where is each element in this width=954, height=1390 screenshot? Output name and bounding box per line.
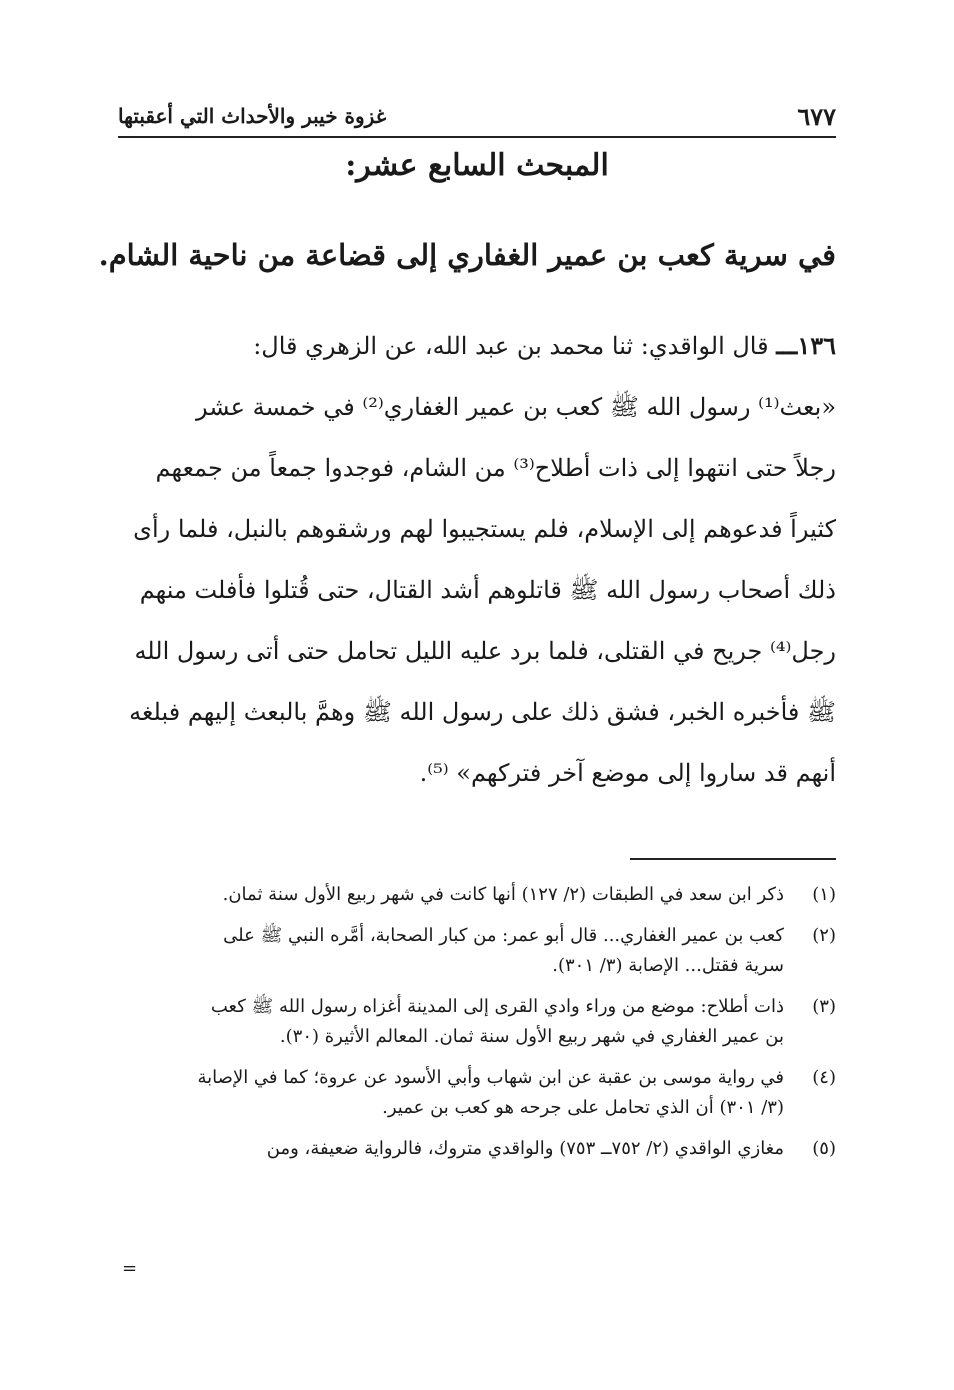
footnote-line: سرية فقتل... الإصابة (٣/ ٣٠١). — [552, 955, 784, 976]
body-line: أنهم قد ساروا إلى موضع آخر فتركهم» ⁽⁵⁾. — [419, 759, 836, 787]
body-line: ذلك أصحاب رسول الله ﷺ قاتلوهم أشد القتال، حتى قُتلوا فأفلت منهم — [139, 576, 836, 604]
page-number: ٦٧٧ — [797, 102, 836, 131]
footnote-line: ذكر ابن سعد في الطبقات (٢/ ١٢٧) أنها كانت في شهر ربيع الأول سنة ثمان. — [222, 884, 784, 905]
footnotes — [118, 880, 836, 1175]
footnote-number: (٣) — [812, 996, 836, 1017]
body-line: «بعث⁽¹⁾ رسول الله ﷺ كعب بن عمير الغفاري⁽²⁾ في خمسة عشر — [196, 393, 836, 421]
footnote — [118, 992, 836, 1052]
footnote-line: كعب بن عمير الغفاري... قال أبو عمر: من كبار الصحابة، أمَّره النبي ﷺ على — [223, 925, 784, 946]
chapter-title: المبحث السابع عشر: — [345, 148, 609, 183]
footnote-line: بن عمير الغفاري في شهر ربيع الأول سنة ثمان. المعالم الأثيرة (٣٠). — [279, 1026, 784, 1047]
page-header — [118, 102, 836, 138]
footnote — [118, 921, 836, 981]
footnote-line: ذات أطلاح: موضع من وراء وادي القرى إلى المدينة أغزاه رسول الله ﷺ كعب — [210, 996, 784, 1017]
body-line-text: قال الواقدي: ثنا محمد بن عبد الله، عن الزهري قال: — [253, 332, 769, 360]
body-line: رجلاً حتى انتهوا إلى ذات أطلاح⁽³⁾ من الشام، فوجدوا جمعاً من جمعهم — [155, 454, 836, 482]
main-text — [118, 326, 836, 814]
footnote-number: (٥) — [812, 1138, 836, 1159]
running-title: غزوة خيبر والأحداث التي أعقبتها — [118, 104, 387, 128]
footnote-line: في رواية موسى بن عقبة عن ابن شهاب وأبي الأسود عن عروة؛ كما في الإصابة — [197, 1067, 784, 1088]
footnote-line: مغازي الواقدي (٢/ ٧٥٢ــ ٧٥٣) والواقدي متروك، فالرواية ضعيفة، ومن — [266, 1138, 784, 1159]
footnote — [118, 880, 836, 910]
footnote-number: (٤) — [812, 1067, 836, 1088]
footnote-number: (٢) — [812, 925, 836, 946]
body-line — [118, 326, 836, 387]
footnote-number: (١) — [812, 884, 836, 905]
section-title: في سرية كعب بن عمير الغفاري إلى قضاعة من ناحية الشام. — [98, 238, 836, 272]
body-line: كثيراً فدعوهم إلى الإسلام، فلم يستجيبوا لهم ورشقوهم بالنبل، فلما رأى — [133, 515, 836, 543]
hadith-number: ١٣٦ـــ — [776, 331, 836, 360]
continuation-mark: = — [122, 1258, 138, 1279]
footnote — [118, 1063, 836, 1123]
footnote-line: (٣/ ٣٠١) أن الذي تحامل على جرحه هو كعب بن عمير. — [382, 1097, 784, 1118]
footnote-separator — [630, 858, 836, 860]
footnote — [118, 1134, 836, 1164]
body-line: ﷺ فأخبره الخبر، فشق ذلك على رسول الله ﷺ وهمَّ بالبعث إليهم فبلغه — [129, 698, 836, 726]
body-line: رجل⁽⁴⁾ جريح في القتلى، فلما برد عليه الليل تحامل حتى أتى رسول الله — [134, 637, 836, 665]
